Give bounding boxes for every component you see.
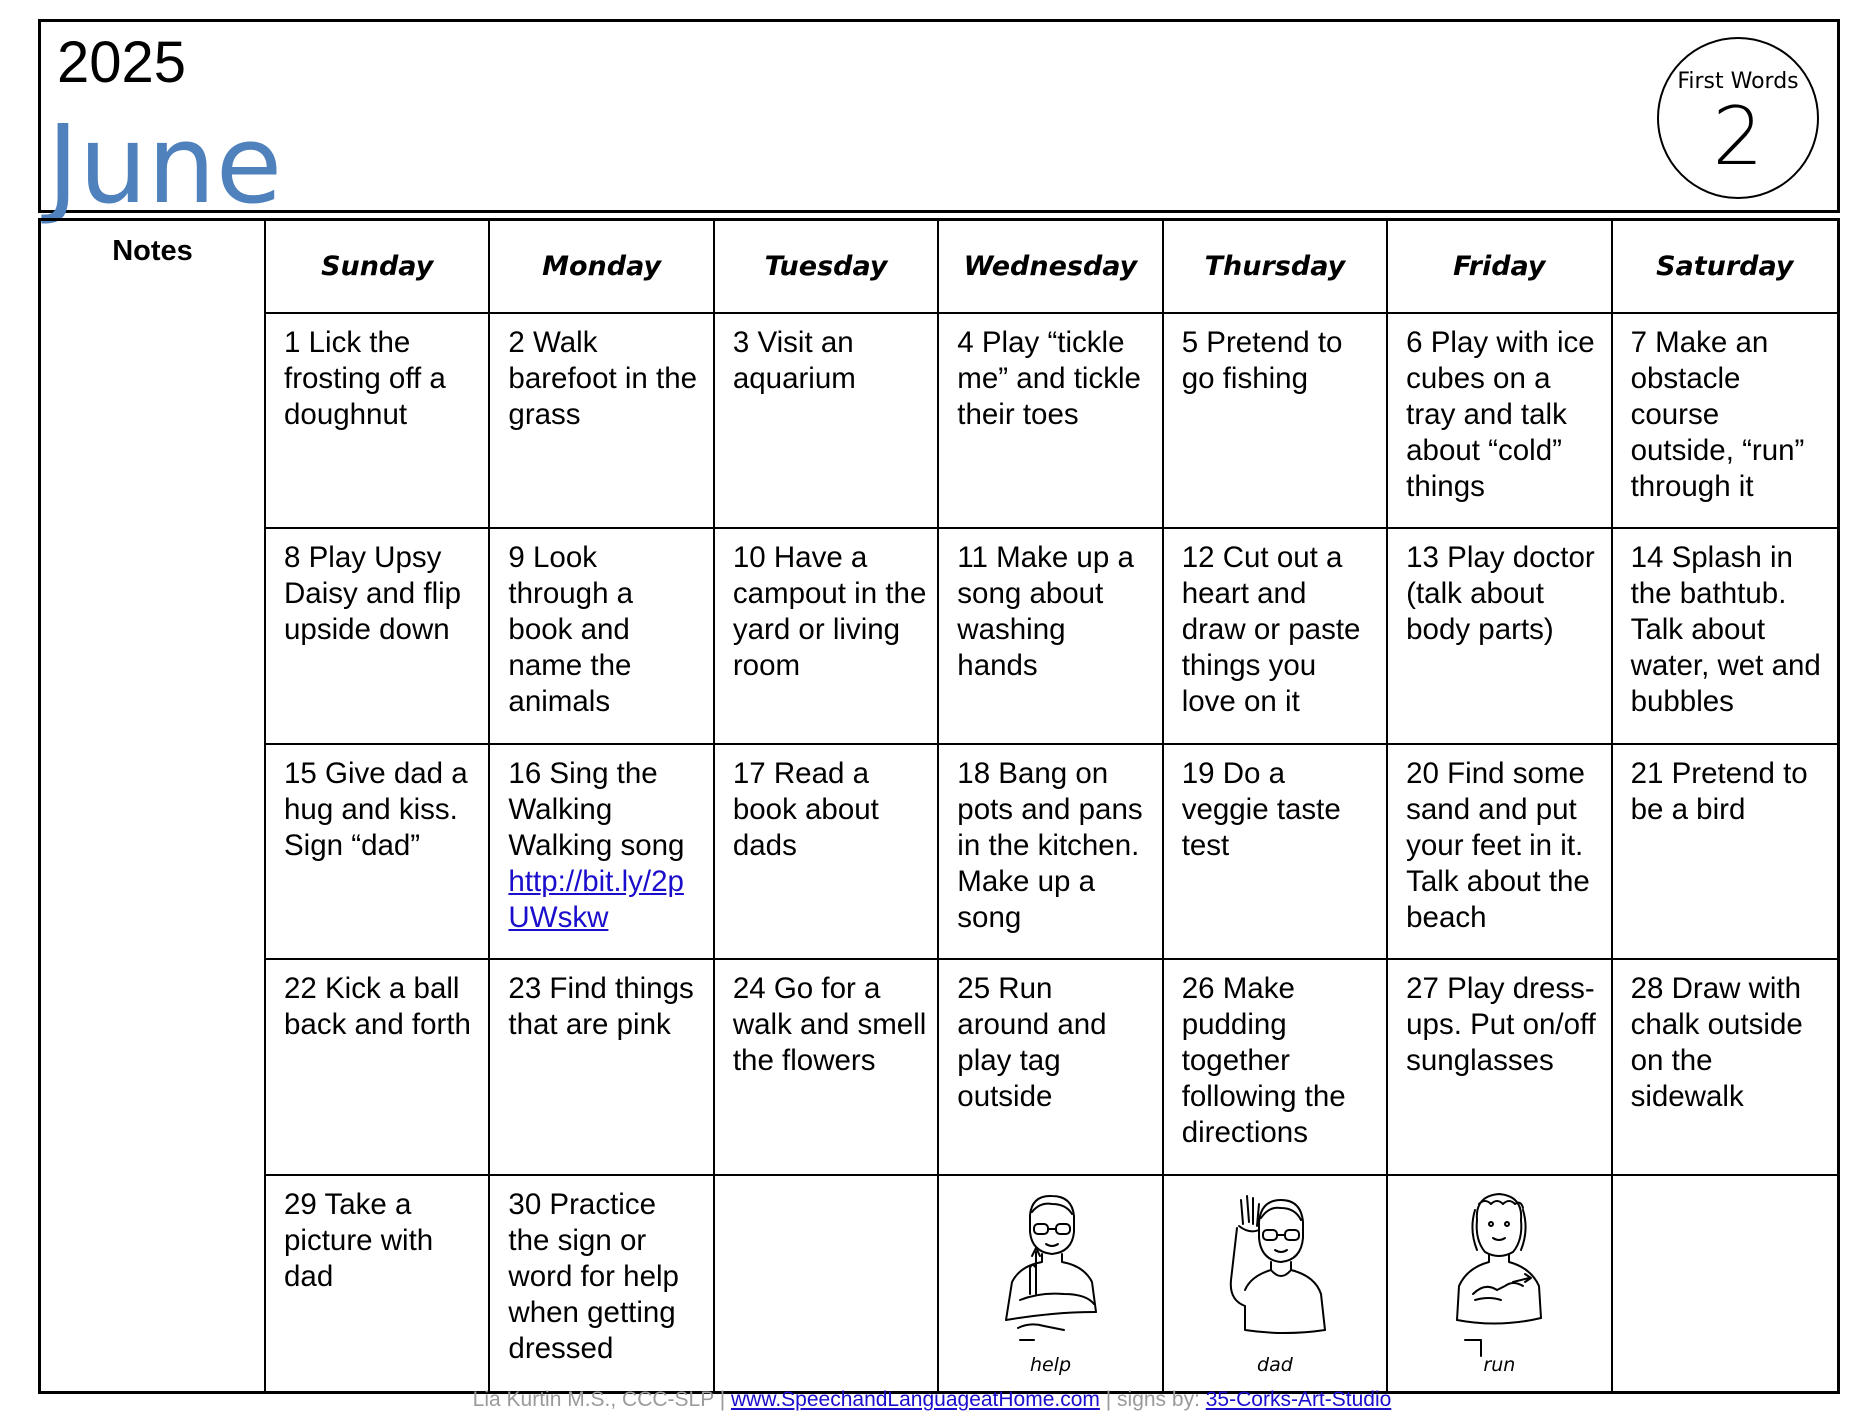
- day-cell-11: 11 Make up a song about washing hands: [939, 529, 1163, 744]
- footer-signs-prefix: signs by:: [1117, 1388, 1206, 1411]
- badge-number: 2: [1712, 90, 1764, 183]
- footer-author: Lia Kurtin M.S., CCC-SLP: [472, 1388, 714, 1411]
- empty-cell: [1613, 1176, 1837, 1391]
- weekday-saturday: Saturday: [1613, 221, 1837, 314]
- dad-sign-caption: dad: [1257, 1353, 1293, 1376]
- day-cell-22: 22 Kick a ball back and forth: [266, 960, 490, 1175]
- year-label: 2025: [57, 30, 187, 95]
- footer-separator: |: [713, 1388, 731, 1411]
- level-badge: [1657, 37, 1819, 199]
- weekday-friday: Friday: [1388, 221, 1612, 314]
- day-cell-9: 9 Look through a book and name the animals: [490, 529, 714, 744]
- day-cell-10: 10 Have a campout in the yard or living room: [715, 529, 939, 744]
- day-cell-18: 18 Bang on pots and pans in the kitchen. Make up a song: [939, 745, 1163, 960]
- notes-column: [41, 221, 266, 1391]
- walking-song-link[interactable]: http://bit.ly/2pUWskw: [508, 864, 684, 934]
- day-cell-2: 2 Walk barefoot in the grass: [490, 314, 714, 529]
- day-cell-14: 14 Splash in the bathtub. Talk about water, wet and bubbles: [1613, 529, 1837, 744]
- sign-dad-cell: [1164, 1176, 1388, 1391]
- day-cell-15: 15 Give dad a hug and kiss. Sign “dad”: [266, 745, 490, 960]
- day-cell-28: 28 Draw with chalk outside on the sidewalk: [1613, 960, 1837, 1175]
- weekday-sunday: Sunday: [266, 221, 490, 314]
- footer-signs-credit-link[interactable]: 35-Corks-Art-Studio: [1205, 1388, 1392, 1411]
- footer-website-link[interactable]: www.SpeechandLanguageatHome.com: [731, 1388, 1100, 1411]
- day-cell-4: 4 Play “tickle me” and tickle their toes: [939, 314, 1163, 529]
- weekday-monday: Monday: [490, 221, 714, 314]
- calendar-header: [38, 19, 1840, 228]
- day-cell-16: [490, 745, 714, 960]
- weekday-tuesday: Tuesday: [715, 221, 939, 314]
- day-cell-5: 5 Pretend to go fishing: [1164, 314, 1388, 529]
- day-cell-1: 1 Lick the frosting off a doughnut: [266, 314, 490, 529]
- day-cell-19: 19 Do a veggie taste test: [1164, 745, 1388, 960]
- month-title: June: [47, 103, 283, 228]
- empty-cell: [715, 1176, 939, 1391]
- day-cell-7: 7 Make an obstacle course outside, “run” through it: [1613, 314, 1837, 529]
- day-16-text: 16 Sing the Walking Walking song: [508, 756, 685, 862]
- day-cell-27: 27 Play dress-ups. Put on/off sunglasses: [1388, 960, 1612, 1175]
- day-cell-20: 20 Find some sand and put your feet in it. Talk about the beach: [1388, 745, 1612, 960]
- badge-label: First Words: [1677, 69, 1799, 94]
- day-cell-25: 25 Run around and play tag outside: [939, 960, 1163, 1175]
- day-cell-29: 29 Take a picture with dad: [266, 1176, 490, 1391]
- notes-heading: Notes: [112, 235, 193, 267]
- day-cell-12: 12 Cut out a heart and draw or paste things you love on it: [1164, 529, 1388, 744]
- weekday-thursday: Thursday: [1164, 221, 1388, 314]
- run-sign-caption: run: [1483, 1353, 1516, 1376]
- calendar-grid: [38, 218, 1840, 1394]
- day-cell-6: 6 Play with ice cubes on a tray and talk about “cold” things: [1388, 314, 1612, 529]
- help-sign-caption: help: [1029, 1353, 1072, 1376]
- day-cell-17: 17 Read a book about dads: [715, 745, 939, 960]
- day-cell-21: 21 Pretend to be a bird: [1613, 745, 1837, 960]
- sign-help-cell: [939, 1176, 1163, 1391]
- page-footer: [0, 1388, 1864, 1412]
- day-cell-3: 3 Visit an aquarium: [715, 314, 939, 529]
- footer-separator: |: [1099, 1388, 1118, 1411]
- day-cell-13: 13 Play doctor (talk about body parts): [1388, 529, 1612, 744]
- weekday-wednesday: Wednesday: [939, 221, 1163, 314]
- sign-run-cell: [1388, 1176, 1612, 1391]
- day-cell-30: 30 Practice the sign or word for help when getting dressed: [490, 1176, 714, 1391]
- day-cell-8: 8 Play Upsy Daisy and flip upside down: [266, 529, 490, 744]
- day-cell-26: 26 Make pudding together following the directions: [1164, 960, 1388, 1175]
- day-cell-23: 23 Find things that are pink: [490, 960, 714, 1175]
- day-cell-24: 24 Go for a walk and smell the flowers: [715, 960, 939, 1175]
